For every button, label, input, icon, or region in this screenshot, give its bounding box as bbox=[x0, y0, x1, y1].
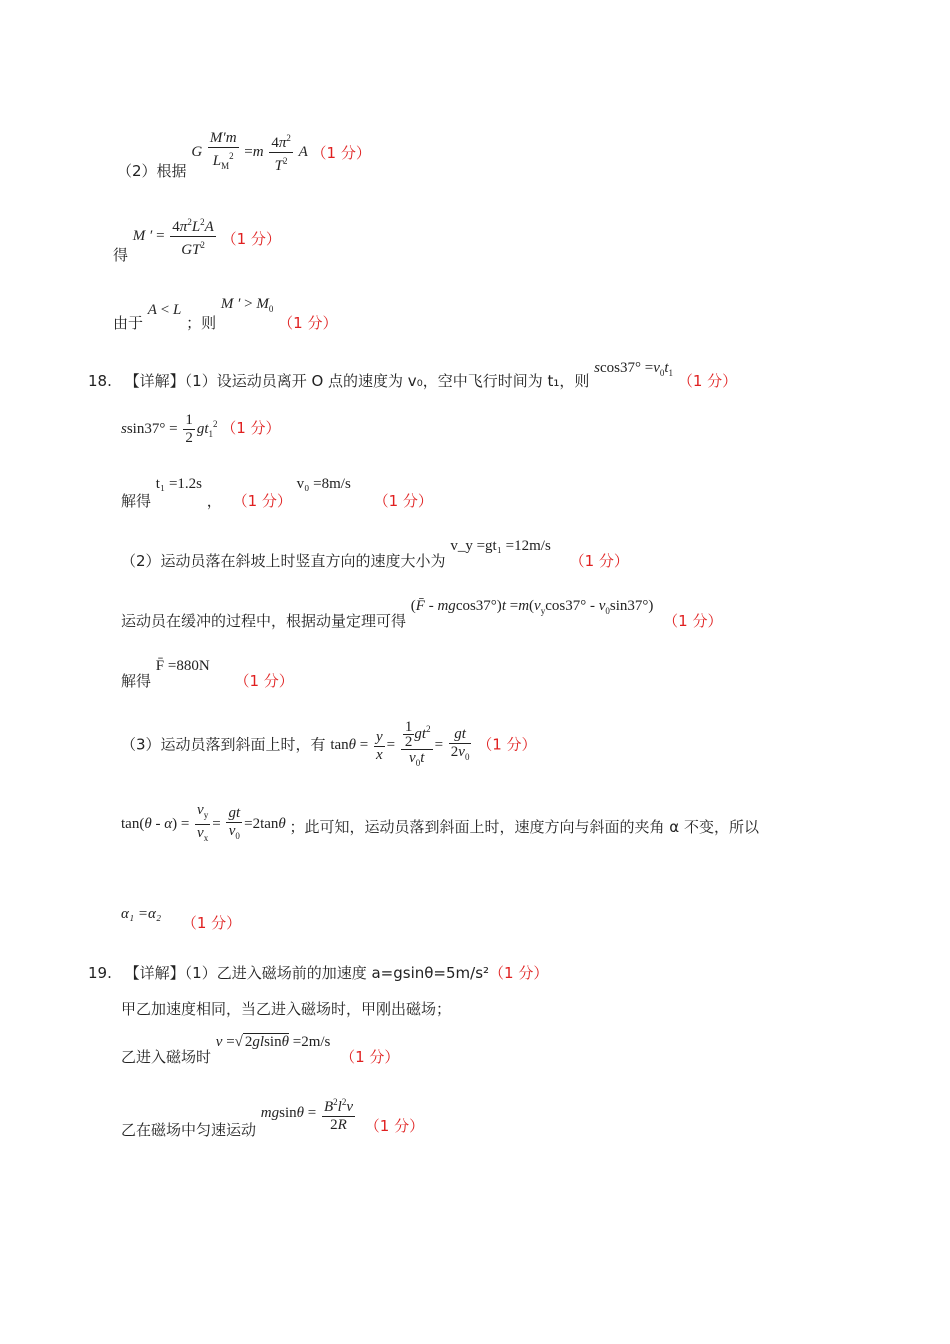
line-vy bbox=[121, 538, 629, 570]
score-badge: （1 分） bbox=[677, 372, 738, 390]
gravity-formula: G $\frac{M'm}{L_M^2}$ =m $\frac{4\pi^2}{T^2}$ A bbox=[191, 130, 308, 174]
score-badge: （1 分） bbox=[663, 612, 723, 630]
line-mass-result bbox=[113, 214, 281, 264]
line-q19-intro bbox=[88, 962, 548, 984]
line-q19-note bbox=[121, 998, 451, 1020]
score-badge: （1 分） bbox=[373, 492, 433, 510]
score-badge: （1 分） bbox=[489, 964, 549, 982]
score-badge: （1 分） bbox=[232, 492, 292, 510]
score-badge: （1 分） bbox=[477, 735, 537, 754]
force-eq: F̄ =880N bbox=[155, 658, 210, 674]
q19-intro-text: （1）乙进入磁场前的加速度 a=gsinθ=5m/s² bbox=[184, 964, 490, 982]
comparison-a-l: A < L bbox=[147, 302, 182, 318]
score-badge: （1 分） bbox=[221, 229, 281, 248]
line-gravity-eq bbox=[117, 130, 371, 180]
angle-conclusion: ；此可知，运动员落到斜面上时，速度方向与斜面的夹角 α 不变，所以 bbox=[289, 817, 759, 836]
vertical-formula: ssin37° = $\frac{1}{2}$ $gt_1^2$ bbox=[121, 412, 218, 446]
detail-tag: 【详解】 bbox=[124, 372, 185, 390]
score-badge: （1 分） bbox=[221, 418, 281, 437]
solve-label: 解得 bbox=[121, 492, 152, 510]
score-badge: （1 分） bbox=[340, 1048, 400, 1066]
t1-value: t₁ =1.2s bbox=[155, 476, 202, 492]
score-badge: （1 分） bbox=[181, 914, 242, 932]
q19-note-text: 甲乙加速度相同，当乙进入磁场时，甲刚出磁场； bbox=[121, 1000, 452, 1018]
score-badge: （1 分） bbox=[569, 552, 629, 570]
uniform-motion-label: 乙在磁场中匀速运动 bbox=[121, 1121, 257, 1140]
score-badge: （1 分） bbox=[278, 314, 338, 332]
line-force-result bbox=[121, 658, 294, 690]
score-badge: （1 分） bbox=[364, 1117, 425, 1136]
comparison-sep: ；则 bbox=[186, 314, 217, 332]
force-label: 解得 bbox=[121, 672, 152, 690]
question-number: 19. bbox=[88, 964, 112, 982]
line-q18-solve bbox=[121, 476, 433, 510]
comparison-m: M ′ > $M_0$ bbox=[220, 296, 274, 314]
mass-formula: M ′ = $\frac{4\pi^2L^2A}{GT^2}$ bbox=[133, 228, 222, 244]
tan-formula: tanθ = $\frac{y}{x}$ = $\frac{1}{2}$ $gt^2$ $v_0t$ = $\frac{gt}{2v_0}$ bbox=[330, 719, 470, 768]
comma: ， bbox=[206, 492, 222, 510]
v0-value: v₀ =8m/s bbox=[296, 476, 351, 492]
line-q18-intro bbox=[88, 360, 738, 398]
comparison-label: 由于 bbox=[113, 314, 144, 332]
line-tan bbox=[121, 720, 537, 772]
line-vertical-eq bbox=[121, 412, 281, 447]
detail-tag: 【详解】 bbox=[124, 964, 185, 982]
line-alpha bbox=[121, 902, 242, 932]
question-number: 18. bbox=[88, 372, 112, 390]
score-badge: （1 分） bbox=[311, 143, 371, 162]
velocity-formula: v =√ 2glsinθ =2m/s bbox=[215, 1034, 335, 1050]
line-velocity bbox=[121, 1034, 400, 1066]
q18-intro-text: （1）设运动员离开 O 点的速度为 v₀，空中飞行时间为 t₁，则 bbox=[184, 372, 590, 390]
gravity-eq-label: （2）根据 bbox=[117, 161, 187, 180]
uniform-motion-formula: mgsinθ = $\frac{B^2l^2v}{2R}$ bbox=[261, 1105, 361, 1121]
tan-label: （3）运动员落到斜面上时，有 bbox=[121, 735, 326, 754]
horizontal-eq: $scos37^\circ =v_0t_1$ bbox=[594, 360, 674, 378]
vy-label: （2）运动员落在斜坡上时竖直方向的速度大小为 bbox=[121, 552, 446, 570]
momentum-label: 运动员在缓冲的过程中，根据动量定理可得 bbox=[121, 612, 407, 630]
vy-eq: v_y =gt₁ =12m/s bbox=[450, 538, 551, 554]
velocity-label: 乙进入磁场时 bbox=[121, 1048, 212, 1066]
score-badge: （1 分） bbox=[234, 672, 294, 690]
line-uniform-motion bbox=[121, 1094, 425, 1140]
alpha-eq: α₁ =α₂ bbox=[121, 906, 162, 922]
mass-result-label: 得 bbox=[113, 245, 129, 264]
angle-formula: tan(θ - α) = $\frac{v_y}{v_x}$ = $\frac{gt}{v_0}$ =2tanθ bbox=[121, 802, 286, 843]
line-comparison bbox=[113, 296, 338, 332]
line-angle bbox=[121, 802, 759, 847]
momentum-formula: (F̄ - $mgcos37^\circ)t =m(v_y\cos 37^\circ - v_0\sin 37^\circ)$ bbox=[410, 598, 658, 616]
line-momentum bbox=[121, 600, 722, 628]
